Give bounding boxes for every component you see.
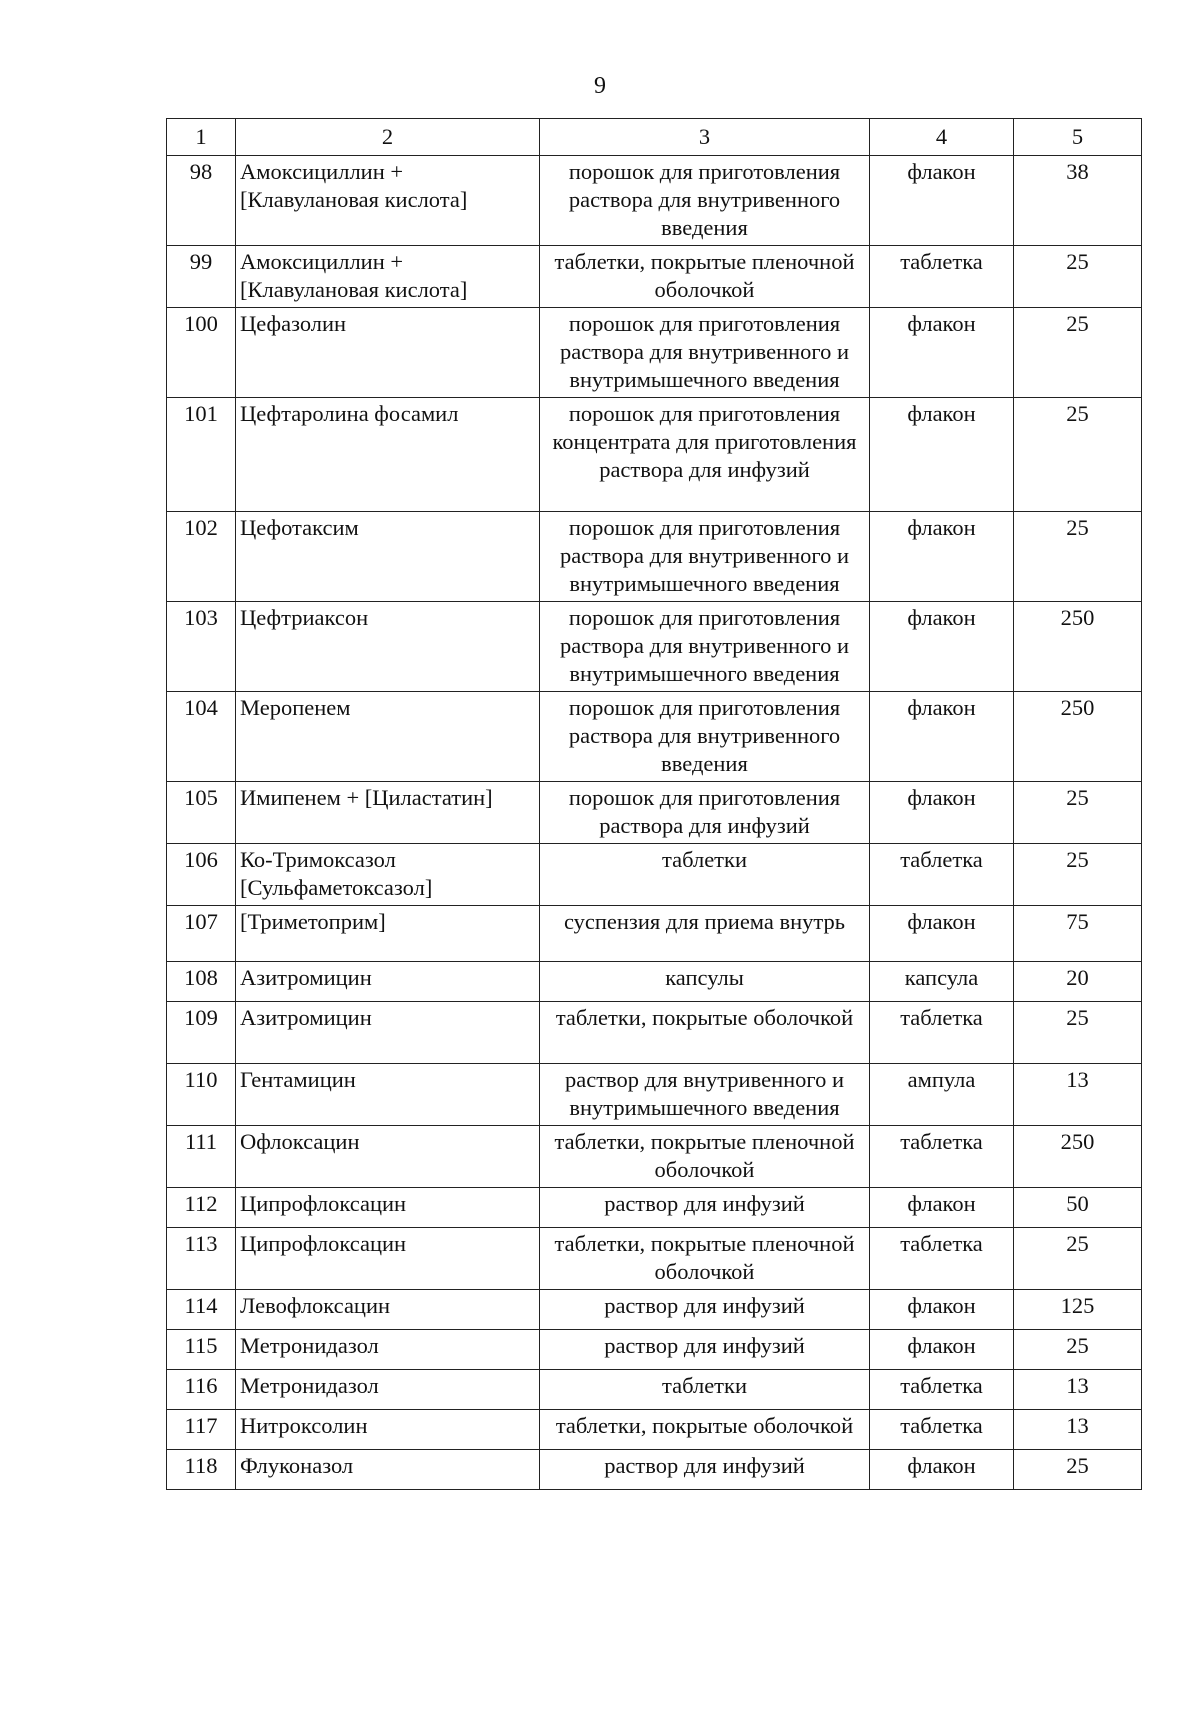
quantity: 25 — [1014, 1228, 1142, 1290]
dosage-form: таблетки, покрытые пленочной оболочкой — [540, 1126, 870, 1188]
table-row — [167, 308, 1142, 398]
unit: флакон — [870, 692, 1014, 782]
table-row — [167, 1450, 1142, 1490]
row-number: 110 — [167, 1064, 236, 1126]
drug-name: Азитромицин — [236, 1002, 540, 1064]
drug-name: Нитроксолин — [236, 1410, 540, 1450]
drug-name: Ко-Тримоксазол [Сульфаметоксазол] — [236, 844, 540, 906]
unit: таблетка — [870, 246, 1014, 308]
unit: флакон — [870, 512, 1014, 602]
table-row — [167, 246, 1142, 308]
quantity: 13 — [1014, 1370, 1142, 1410]
row-number: 103 — [167, 602, 236, 692]
unit: флакон — [870, 602, 1014, 692]
quantity: 250 — [1014, 602, 1142, 692]
table-row — [167, 1410, 1142, 1450]
drug-name: Имипенем + [Циластатин] — [236, 782, 540, 844]
row-number: 113 — [167, 1228, 236, 1290]
dosage-form: раствор для внутривенного и внутримышечного введения — [540, 1064, 870, 1126]
row-number: 117 — [167, 1410, 236, 1450]
table-row — [167, 398, 1142, 512]
unit: таблетка — [870, 1410, 1014, 1450]
table-row — [167, 1228, 1142, 1290]
row-number: 102 — [167, 512, 236, 602]
table-row — [167, 692, 1142, 782]
drug-name: Цефтриаксон — [236, 602, 540, 692]
header-cell-4: 4 — [870, 119, 1014, 156]
dosage-form: таблетки, покрытые оболочкой — [540, 1410, 870, 1450]
table-row — [167, 1126, 1142, 1188]
page-number: 9 — [594, 73, 606, 99]
header-cell-3: 3 — [540, 119, 870, 156]
drug-name: Метронидазол — [236, 1370, 540, 1410]
unit: ампула — [870, 1064, 1014, 1126]
unit: таблетка — [870, 1126, 1014, 1188]
unit: флакон — [870, 1330, 1014, 1370]
dosage-form: таблетки — [540, 1370, 870, 1410]
dosage-form: порошок для приготовления раствора для внутривенного введения — [540, 692, 870, 782]
drug-name: [Триметоприм] — [236, 906, 540, 962]
table-row — [167, 962, 1142, 1002]
unit: таблетка — [870, 1002, 1014, 1064]
quantity: 50 — [1014, 1188, 1142, 1228]
unit: капсула — [870, 962, 1014, 1002]
dosage-form: порошок для приготовления раствора для внутривенного и внутримышечного введения — [540, 602, 870, 692]
row-number: 104 — [167, 692, 236, 782]
dosage-form: порошок для приготовления раствора для инфузий — [540, 782, 870, 844]
quantity: 25 — [1014, 782, 1142, 844]
dosage-form: раствор для инфузий — [540, 1330, 870, 1370]
header-cell-1: 1 — [167, 119, 236, 156]
row-number: 116 — [167, 1370, 236, 1410]
row-number: 101 — [167, 398, 236, 512]
drug-name: Ципрофлоксацин — [236, 1188, 540, 1228]
drug-name: Флуконазол — [236, 1450, 540, 1490]
quantity: 38 — [1014, 156, 1142, 246]
dosage-form: раствор для инфузий — [540, 1188, 870, 1228]
dosage-form: порошок для приготовления концентрата для приготовления раствора для инфузий — [540, 398, 870, 512]
quantity: 25 — [1014, 844, 1142, 906]
dosage-form: таблетки — [540, 844, 870, 906]
quantity: 25 — [1014, 308, 1142, 398]
unit: флакон — [870, 1290, 1014, 1330]
table-row — [167, 1064, 1142, 1126]
table-row — [167, 1330, 1142, 1370]
drug-name: Ципрофлоксацин — [236, 1228, 540, 1290]
table-row — [167, 1188, 1142, 1228]
dosage-form: капсулы — [540, 962, 870, 1002]
row-number: 118 — [167, 1450, 236, 1490]
row-number: 115 — [167, 1330, 236, 1370]
drug-name: Цефотаксим — [236, 512, 540, 602]
row-number: 100 — [167, 308, 236, 398]
dosage-form: порошок для приготовления раствора для внутривенного введения — [540, 156, 870, 246]
row-number: 105 — [167, 782, 236, 844]
row-number: 111 — [167, 1126, 236, 1188]
dosage-form: порошок для приготовления раствора для внутривенного и внутримышечного введения — [540, 512, 870, 602]
unit: таблетка — [870, 1228, 1014, 1290]
quantity: 25 — [1014, 246, 1142, 308]
drug-table — [166, 118, 1142, 1490]
quantity: 25 — [1014, 1450, 1142, 1490]
unit: таблетка — [870, 844, 1014, 906]
table-row — [167, 782, 1142, 844]
drug-name: Азитромицин — [236, 962, 540, 1002]
table-row — [167, 1002, 1142, 1064]
dosage-form: порошок для приготовления раствора для внутривенного и внутримышечного введения — [540, 308, 870, 398]
table-row — [167, 512, 1142, 602]
unit: флакон — [870, 398, 1014, 512]
quantity: 125 — [1014, 1290, 1142, 1330]
quantity: 250 — [1014, 1126, 1142, 1188]
drug-name: Цефазолин — [236, 308, 540, 398]
drug-name: Меропенем — [236, 692, 540, 782]
drug-name: Амоксициллин + [Клавулановая кислота] — [236, 156, 540, 246]
dosage-form: суспензия для приема внутрь — [540, 906, 870, 962]
drug-name: Левофлоксацин — [236, 1290, 540, 1330]
quantity: 250 — [1014, 692, 1142, 782]
quantity: 25 — [1014, 1330, 1142, 1370]
unit: флакон — [870, 906, 1014, 962]
table-row — [167, 156, 1142, 246]
unit: таблетка — [870, 1370, 1014, 1410]
drug-name: Амоксициллин + [Клавулановая кислота] — [236, 246, 540, 308]
drug-name: Метронидазол — [236, 1330, 540, 1370]
dosage-form: раствор для инфузий — [540, 1450, 870, 1490]
row-number: 99 — [167, 246, 236, 308]
row-number: 106 — [167, 844, 236, 906]
row-number: 114 — [167, 1290, 236, 1330]
quantity: 25 — [1014, 512, 1142, 602]
header-cell-2: 2 — [236, 119, 540, 156]
quantity: 13 — [1014, 1064, 1142, 1126]
unit: флакон — [870, 1450, 1014, 1490]
drug-name: Гентамицин — [236, 1064, 540, 1126]
unit: флакон — [870, 308, 1014, 398]
dosage-form: таблетки, покрытые оболочкой — [540, 1002, 870, 1064]
row-number: 108 — [167, 962, 236, 1002]
unit: флакон — [870, 782, 1014, 844]
table-header-row — [167, 119, 1142, 156]
row-number: 112 — [167, 1188, 236, 1228]
dosage-form: таблетки, покрытые пленочной оболочкой — [540, 246, 870, 308]
quantity: 25 — [1014, 1002, 1142, 1064]
dosage-form: таблетки, покрытые пленочной оболочкой — [540, 1228, 870, 1290]
table-row — [167, 844, 1142, 906]
dosage-form: раствор для инфузий — [540, 1290, 870, 1330]
header-cell-5: 5 — [1014, 119, 1142, 156]
unit: флакон — [870, 156, 1014, 246]
row-number: 98 — [167, 156, 236, 246]
table-row — [167, 1290, 1142, 1330]
unit: флакон — [870, 1188, 1014, 1228]
table-row — [167, 602, 1142, 692]
quantity: 75 — [1014, 906, 1142, 962]
drug-name: Цефтаролина фосамил — [236, 398, 540, 512]
row-number: 107 — [167, 906, 236, 962]
quantity: 25 — [1014, 398, 1142, 512]
row-number: 109 — [167, 1002, 236, 1064]
table-row — [167, 1370, 1142, 1410]
quantity: 20 — [1014, 962, 1142, 1002]
quantity: 13 — [1014, 1410, 1142, 1450]
table-row — [167, 906, 1142, 962]
drug-name: Офлоксацин — [236, 1126, 540, 1188]
